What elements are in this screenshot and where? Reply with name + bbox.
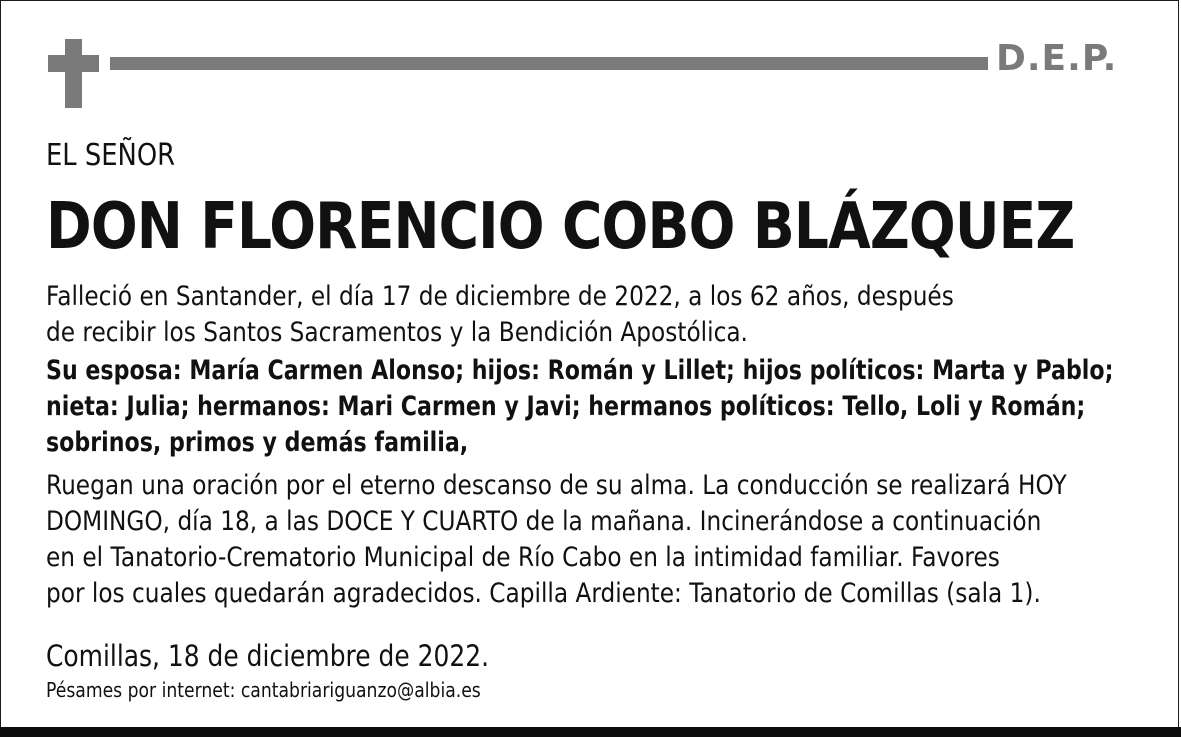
family-line: sobrinos, primos y demás familia, — [46, 427, 469, 458]
online-condolences: Pésames por internet: cantabriariguanzo@albia.es — [46, 678, 481, 702]
bottom-rule — [0, 727, 1181, 737]
header-rule — [110, 57, 988, 70]
deceased-name: DON FLORENCIO COBO BLÁZQUEZ — [46, 190, 1075, 264]
death-notice-line: Falleció en Santander, el día 17 de diciembre de 2022, a los 62 años, después — [46, 281, 954, 312]
family-line: nieta: Julia; hermanos: Mari Carmen y Javi; hermanos políticos: Tello, Loli y Román; — [46, 391, 1086, 422]
honorific-prefix: EL SEÑOR — [46, 138, 176, 173]
request-line: Ruegan una oración por el eterno descanso de su alma. La conducción se realizará HOY — [46, 470, 1067, 501]
request-line: DOMINGO, día 18, a las DOCE Y CUARTO de la mañana. Incinerándose a continuación — [46, 506, 1042, 537]
death-notice — [46, 279, 954, 351]
death-notice-line: de recibir los Santos Sacramentos y la Bendición Apostólica. — [46, 317, 748, 348]
request-line: en el Tanatorio-Crematorio Municipal de Río Cabo en la intimidad familiar. Favores — [46, 542, 1000, 573]
prayer-request — [46, 468, 1067, 612]
cross-icon — [65, 39, 82, 108]
cross-icon-bar — [48, 55, 99, 72]
request-line: por los cuales quedarán agradecidos. Capilla Ardiente: Tanatorio de Comillas (sala 1). — [46, 578, 1041, 609]
dep-label: D.E.P. — [996, 38, 1118, 79]
place-date: Comillas, 18 de diciembre de 2022. — [46, 639, 490, 673]
family-line: Su esposa: María Carmen Alonso; hijos: Román y Lillet; hijos políticos: Marta y Pablo; — [46, 355, 1114, 386]
family-list — [46, 353, 1113, 461]
